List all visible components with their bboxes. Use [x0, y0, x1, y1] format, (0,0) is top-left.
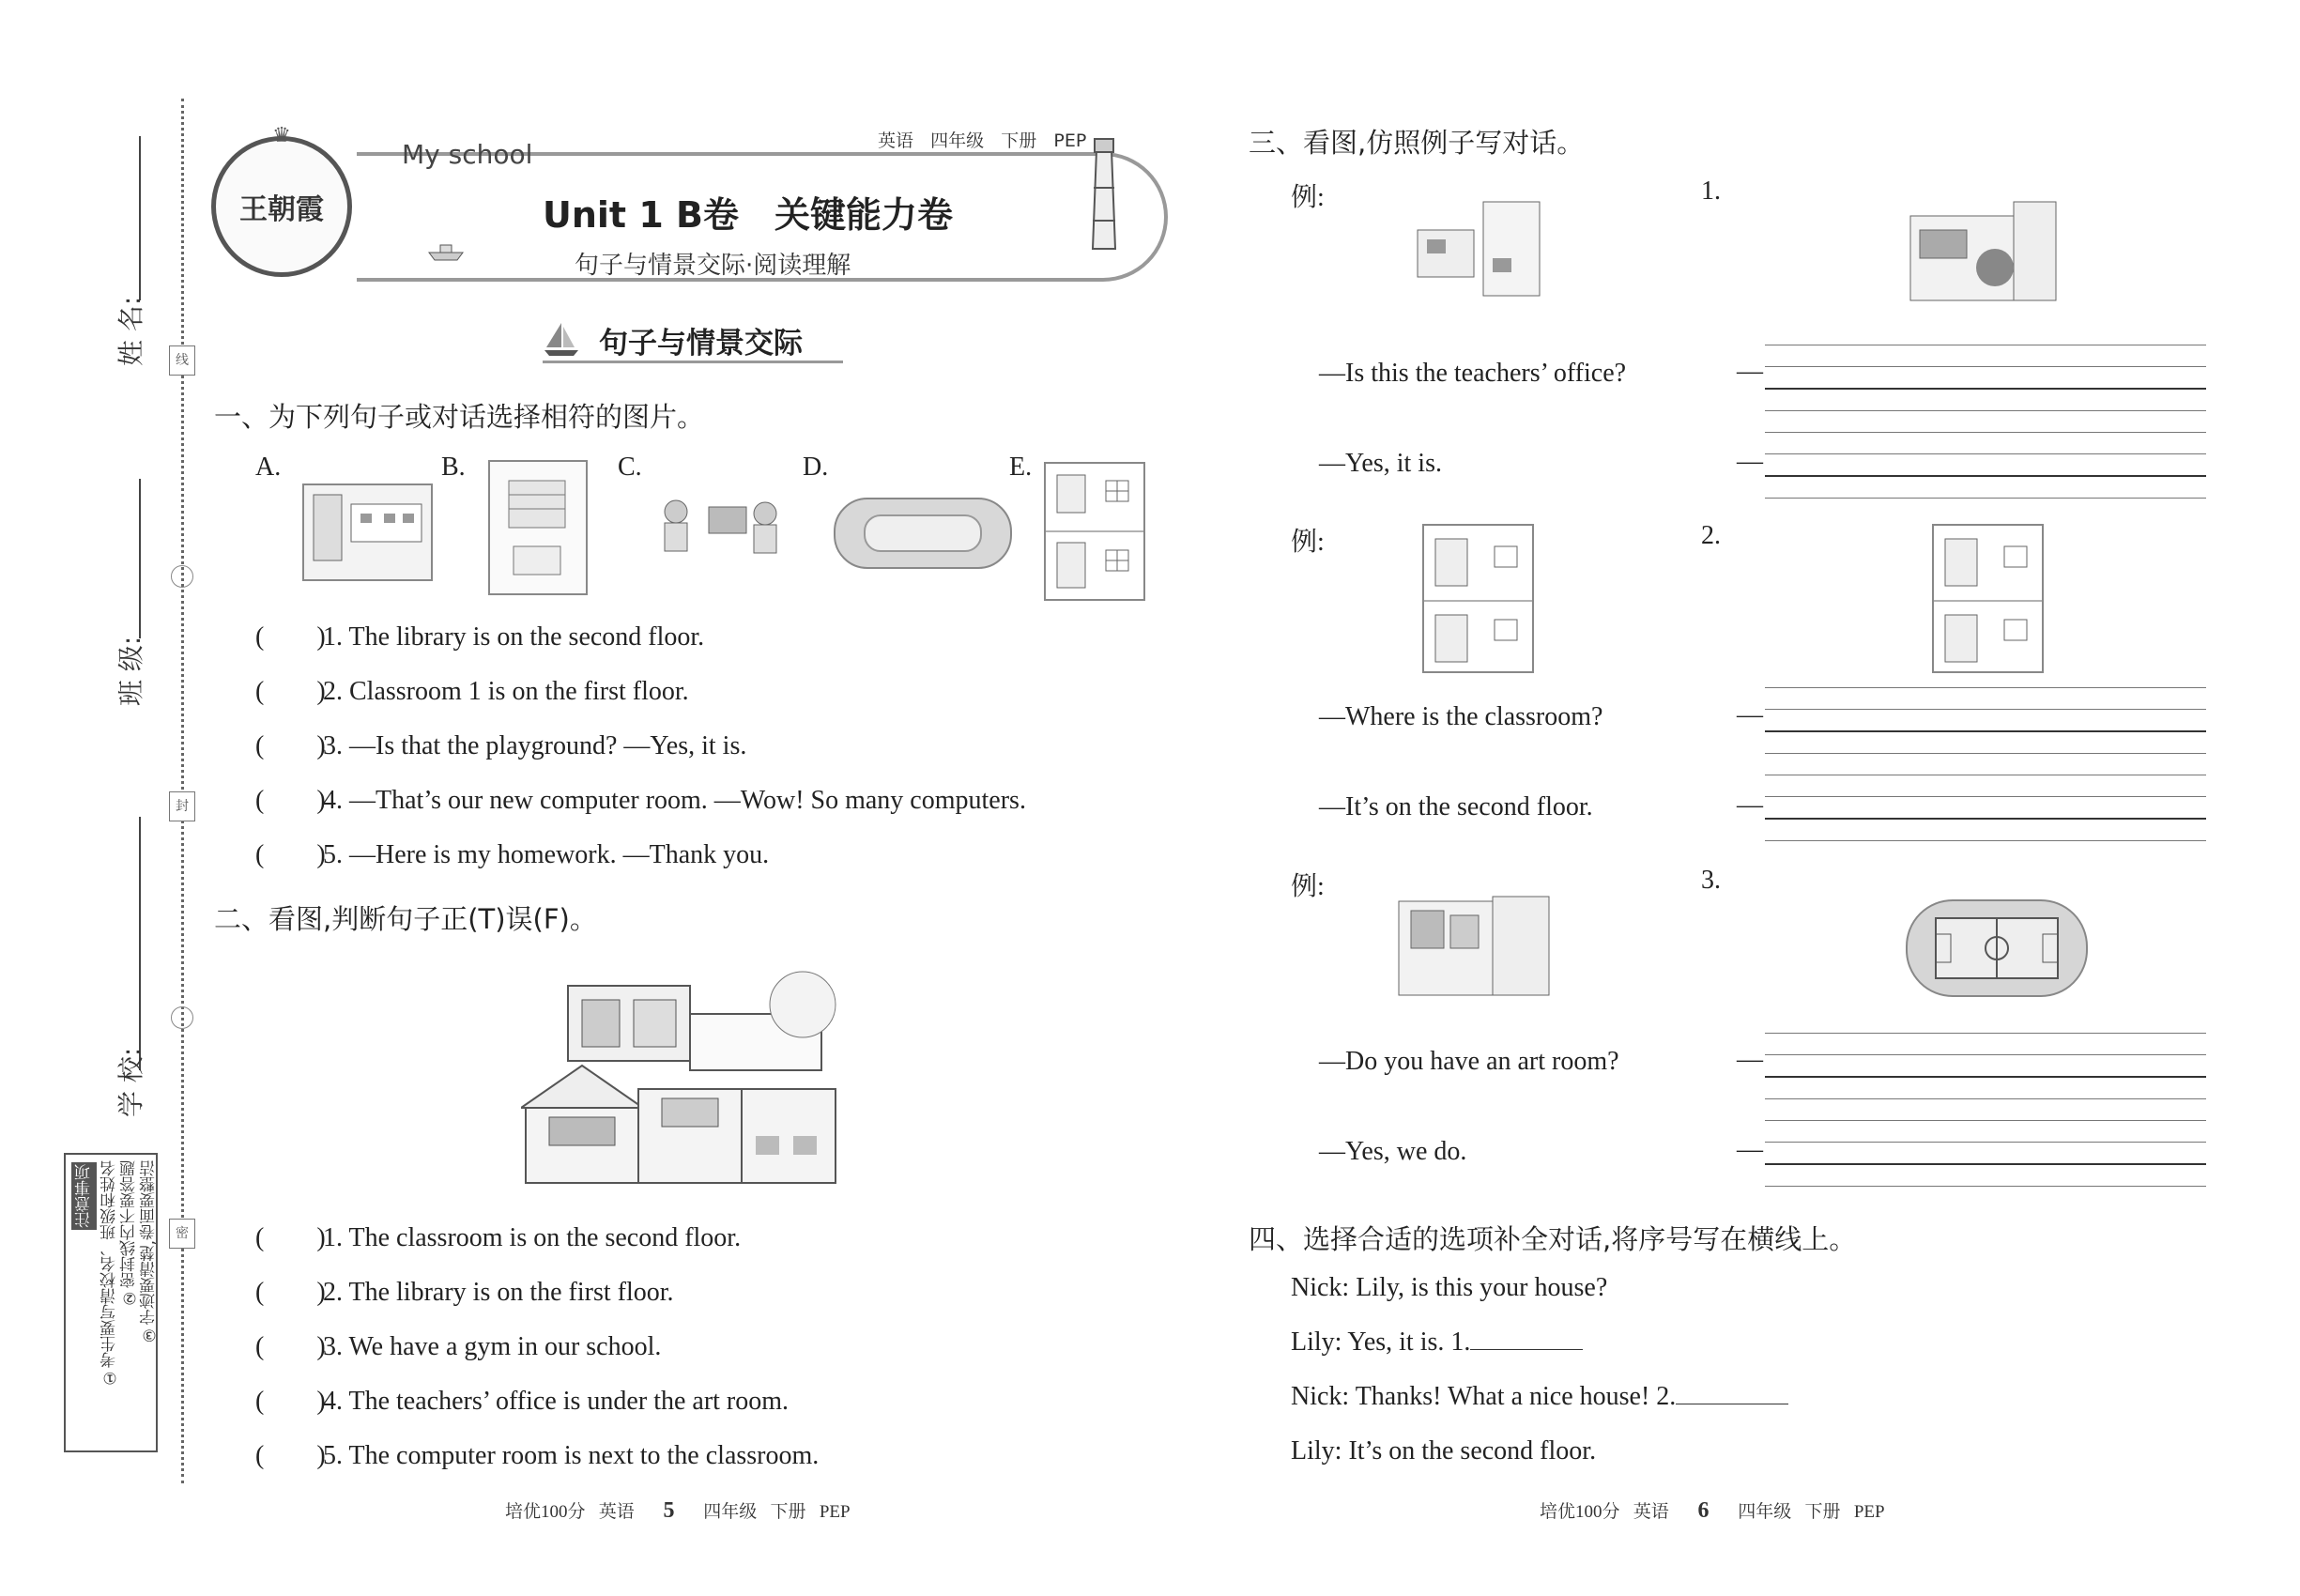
answer-paren[interactable]: ( ): [255, 1441, 326, 1470]
footer-edition: PEP: [1853, 1502, 1885, 1522]
page-subtitle: 句子与情景交际·阅读理解: [575, 252, 851, 280]
option-b-label: B.: [441, 453, 466, 482]
q4-line-4: Lily: It’s on the second floor.: [1291, 1436, 1597, 1466]
meta-term: 下册: [1001, 130, 1037, 151]
picture-library-floors: [1932, 524, 2044, 673]
q4-title: 四、选择合适的选项补全对话,将序号写在横线上。: [1249, 1223, 1857, 1255]
dash: —: [1737, 1045, 1763, 1074]
q3-row-1-question: —Is this the teachers’ office?: [1319, 359, 1627, 388]
q4-line-2-text: Lily: Yes, it is. 1.: [1291, 1327, 1471, 1357]
school-building-picture: [521, 967, 864, 1188]
footer-left: [505, 1497, 851, 1524]
crown-icon: ♛: [272, 124, 291, 147]
q1-item-1: [255, 616, 704, 653]
picture-e-building: [1044, 462, 1145, 601]
q3-row-2-answer: —It’s on the second floor.: [1319, 792, 1593, 821]
q2-item-5-text: 5. The computer room is next to the classroom.: [323, 1441, 820, 1470]
picture-a-teachers-office: [302, 483, 433, 581]
example-picture-floors: [1422, 524, 1534, 673]
lighthouse-icon: [1087, 131, 1121, 253]
q2-item-1: [255, 1217, 741, 1254]
cut-mark-3: 密: [169, 1219, 195, 1249]
picture-music-room: [1901, 197, 2070, 315]
brand-logo: [211, 124, 352, 277]
page-number: 5: [663, 1498, 675, 1523]
note-1: ①考生要写清校名、班级和姓名: [100, 1160, 119, 1387]
q1-item-2: [255, 670, 689, 708]
picture-b-library: [488, 460, 588, 595]
section-banner-text: 句子与情景交际: [599, 327, 803, 361]
answer-paren[interactable]: ( ): [255, 731, 326, 760]
q1-item-1-text: 1. The library is on the second floor.: [323, 622, 705, 652]
ship-icon: [427, 239, 465, 262]
dash: —: [1737, 357, 1763, 386]
q1-item-5-text: 5. —Here is my homework. —Thank you.: [323, 840, 770, 869]
footer-subject: 英语: [598, 1502, 635, 1522]
answer-blank-2[interactable]: [1676, 1383, 1788, 1404]
class-label: 班 级:: [115, 636, 146, 706]
answer-paren[interactable]: ( ): [255, 1223, 326, 1252]
answer-paren[interactable]: ( ): [255, 677, 326, 706]
header-meta: [878, 127, 1086, 152]
answer-paren[interactable]: ( ): [255, 1332, 326, 1361]
dash: —: [1737, 447, 1763, 476]
q1-item-3-text: 3. —Is that the playground? —Yes, it is.: [323, 731, 747, 760]
dash: —: [1737, 700, 1763, 729]
q3-row-1-number: 1.: [1701, 176, 1721, 206]
example-label: 例:: [1291, 872, 1325, 901]
q4-line-3: [1291, 1382, 1788, 1412]
footer-grade: 四年级: [1738, 1502, 1792, 1522]
q3-row-1-answer: —Yes, it is.: [1319, 449, 1442, 478]
q2-item-4: [255, 1380, 789, 1418]
example-picture-office: [1399, 192, 1558, 319]
q3-row-3-number: 3.: [1701, 866, 1721, 895]
answer-paren[interactable]: ( ): [255, 786, 326, 815]
footer-term: 下册: [770, 1502, 806, 1522]
sailboat-icon: [543, 319, 580, 357]
q1-item-2-text: 2. Classroom 1 is on the first floor.: [323, 677, 689, 706]
q3-row-3-question: —Do you have an art room?: [1319, 1047, 1619, 1076]
page-title: Unit 1 B卷 关键能力卷: [543, 194, 953, 236]
q3-row-3-answer: —Yes, we do.: [1319, 1137, 1467, 1166]
q2-item-2-text: 2. The library is on the first floor.: [323, 1278, 674, 1307]
q3-row-2-number: 2.: [1701, 521, 1721, 550]
option-c-label: C.: [618, 453, 642, 482]
q2-item-4-text: 4. The teachers’ office is under the art room.: [323, 1387, 790, 1416]
q3-row-2-question: —Where is the classroom?: [1319, 702, 1603, 731]
name-write-line: [139, 136, 141, 300]
binding-hole-icon: [171, 565, 193, 588]
binding-hole-icon: [171, 1006, 193, 1029]
example-label: 例:: [1291, 183, 1325, 212]
option-e-label: E.: [1009, 453, 1033, 482]
name-label: 姓 名:: [115, 296, 146, 366]
answer-paren[interactable]: ( ): [255, 1387, 326, 1416]
picture-football-field: [1906, 899, 2088, 997]
option-a-label: A.: [255, 453, 282, 482]
footer-grade: 四年级: [703, 1502, 758, 1522]
q2-item-2: [255, 1271, 674, 1309]
footer-brand: 培优100分: [1540, 1502, 1620, 1522]
q3-title: 三、看图,仿照例子写对话。: [1249, 127, 1585, 159]
section-banner: [543, 317, 843, 363]
meta-grade: 四年级: [930, 130, 985, 151]
footer-subject: 英语: [1633, 1502, 1669, 1522]
answer-paren[interactable]: ( ): [255, 1278, 326, 1307]
class-write-line: [139, 479, 141, 638]
example-picture-art-room: [1394, 892, 1572, 1005]
q2-item-1-text: 1. The classroom is on the second floor.: [323, 1223, 742, 1252]
q1-item-4-text: 4. —That’s our new computer room. —Wow! So many computers.: [323, 786, 1026, 815]
footer-edition: PEP: [819, 1502, 851, 1522]
answer-paren[interactable]: ( ): [255, 622, 326, 652]
dash: —: [1737, 790, 1763, 820]
picture-c-homework: [648, 493, 793, 573]
q4-line-1: Nick: Lily, is this your house?: [1291, 1273, 1608, 1302]
dash: —: [1737, 1135, 1763, 1164]
answer-blank-1[interactable]: [1470, 1328, 1583, 1350]
logo-text: 王朝霞: [239, 193, 324, 226]
writing-lines-3[interactable]: [1765, 1012, 2206, 1187]
school-label: 学 校:: [115, 1047, 146, 1117]
option-d-label: D.: [803, 453, 829, 482]
q1-item-4: [255, 779, 1026, 817]
picture-d-playground: [834, 498, 1012, 569]
q4-line-2: [1291, 1327, 1583, 1358]
meta-edition: PEP: [1053, 130, 1087, 151]
page-number: 6: [1697, 1498, 1710, 1523]
q1-title: 一、为下列句子或对话选择相符的图片。: [214, 401, 705, 433]
q2-item-3: [255, 1326, 661, 1363]
q2-item-5: [255, 1435, 819, 1472]
cut-mark-1: 线: [169, 345, 195, 376]
footer-term: 下册: [1804, 1502, 1841, 1522]
note-2: ②密封线内不要答题: [120, 1160, 139, 1307]
q2-title: 二、看图,判断句子正(T)误(F)。: [214, 903, 597, 935]
footer-right: [1540, 1497, 1885, 1524]
note-3: ③字迹要清楚,卷面要整洁: [140, 1160, 159, 1344]
q4-line-3-text: Nick: Thanks! What a nice house! 2.: [1291, 1382, 1677, 1411]
writing-lines-2[interactable]: [1765, 667, 2206, 841]
footer-brand: 培优100分: [505, 1502, 586, 1522]
notes-title: 注意事项: [71, 1162, 97, 1230]
writing-lines-1[interactable]: [1765, 324, 2206, 499]
unit-topic: My school: [402, 139, 533, 170]
q1-item-3: [255, 725, 746, 762]
meta-subject: 英语: [878, 130, 914, 151]
school-write-line: [139, 817, 141, 1070]
answer-paren[interactable]: ( ): [255, 840, 326, 869]
q2-item-3-text: 3. We have a gym in our school.: [323, 1332, 662, 1361]
notes-box: [64, 1153, 158, 1452]
cut-mark-2: 封: [169, 791, 195, 821]
q1-item-5: [255, 834, 769, 871]
example-label: 例:: [1291, 528, 1325, 557]
